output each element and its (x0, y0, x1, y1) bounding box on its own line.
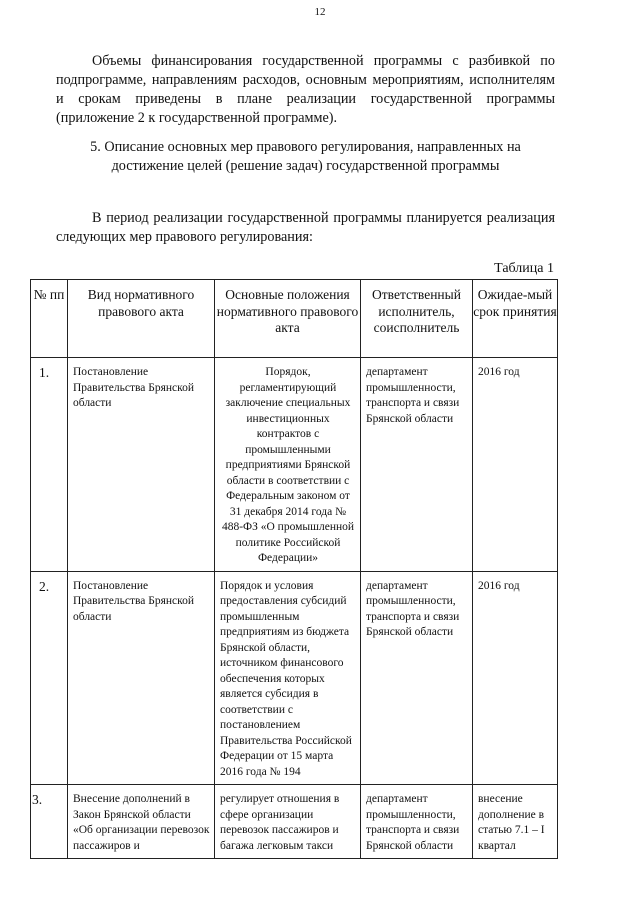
row-act-type: Постановление Правительства Брянской области (68, 358, 215, 572)
row-executor: департамент промышленности, транспорта и связи Брянской области (361, 571, 473, 785)
header-number: № пп (31, 280, 68, 358)
row-act-type: Постановление Правительства Брянской области (68, 571, 215, 785)
header-executor: Ответственный исполнитель, соисполнитель (361, 280, 473, 358)
row-provisions: Порядок, регламентирующий заключение специальных инвестиционных контрактов с промышленными предприятиями Брянской области в соответствии с Федеральным законом от 31 декабря 2014 года № 488-ФЗ «О промышленной политике Российской Федерации» (215, 358, 361, 572)
row-number: 2. (31, 571, 68, 785)
table-row (31, 571, 558, 785)
table-caption: Таблица 1 (494, 261, 554, 276)
row-number: 1. (31, 358, 68, 572)
table-row (31, 785, 558, 859)
paragraph-measures-intro: В период реализации государственной программы планируется реализация следующих мер правового регулирования: (56, 210, 555, 245)
row-act-type: Внесение дополнений в Закон Брянской области «Об организации перевозок пассажиров и (68, 785, 215, 859)
legal-measures-table (30, 279, 558, 859)
header-act-type: Вид нормативного правового акта (68, 280, 215, 358)
section-heading: 5. Описание основных мер правового регулирования, направленных на достижение целей (решение задач) государственной программы (90, 139, 521, 174)
paragraph-financing: Объемы финансирования государственной программы с разбивкой по подпрограмме, направлениям расходов, основным мероприятиям, исполнителям и срокам приведены в плане реализации государственной программы (приложение 2 к государственной программе). (56, 53, 555, 126)
table-row (31, 358, 558, 572)
row-provisions: регулирует отношения в сфере организации перевозок пассажиров и багажа легковым такси (215, 785, 361, 859)
header-term: Ожидае-мый срок принятия (473, 280, 558, 358)
row-executor: департамент промышленности, транспорта и связи Брянской области (361, 358, 473, 572)
row-executor: департамент промышленности, транспорта и связи Брянской области (361, 785, 473, 859)
row-provisions: Порядок и условия предоставления субсидий промышленным предприятиям из бюджета Брянской области, источником финансового обеспечения которых является субсидия в соответствии с постановлением Правительства Российской Федерации от 15 марта 2016 года № 194 (215, 571, 361, 785)
page-number: 12 (314, 6, 326, 18)
row-number: 3. (31, 785, 68, 859)
header-provisions: Основные положения нормативного правового акта (215, 280, 361, 358)
row-term: 2016 год (473, 358, 558, 572)
row-term: 2016 год (473, 571, 558, 785)
row-term: внесение дополнение в статью 7.1 – I квартал (473, 785, 558, 859)
table-header-row (31, 280, 558, 358)
